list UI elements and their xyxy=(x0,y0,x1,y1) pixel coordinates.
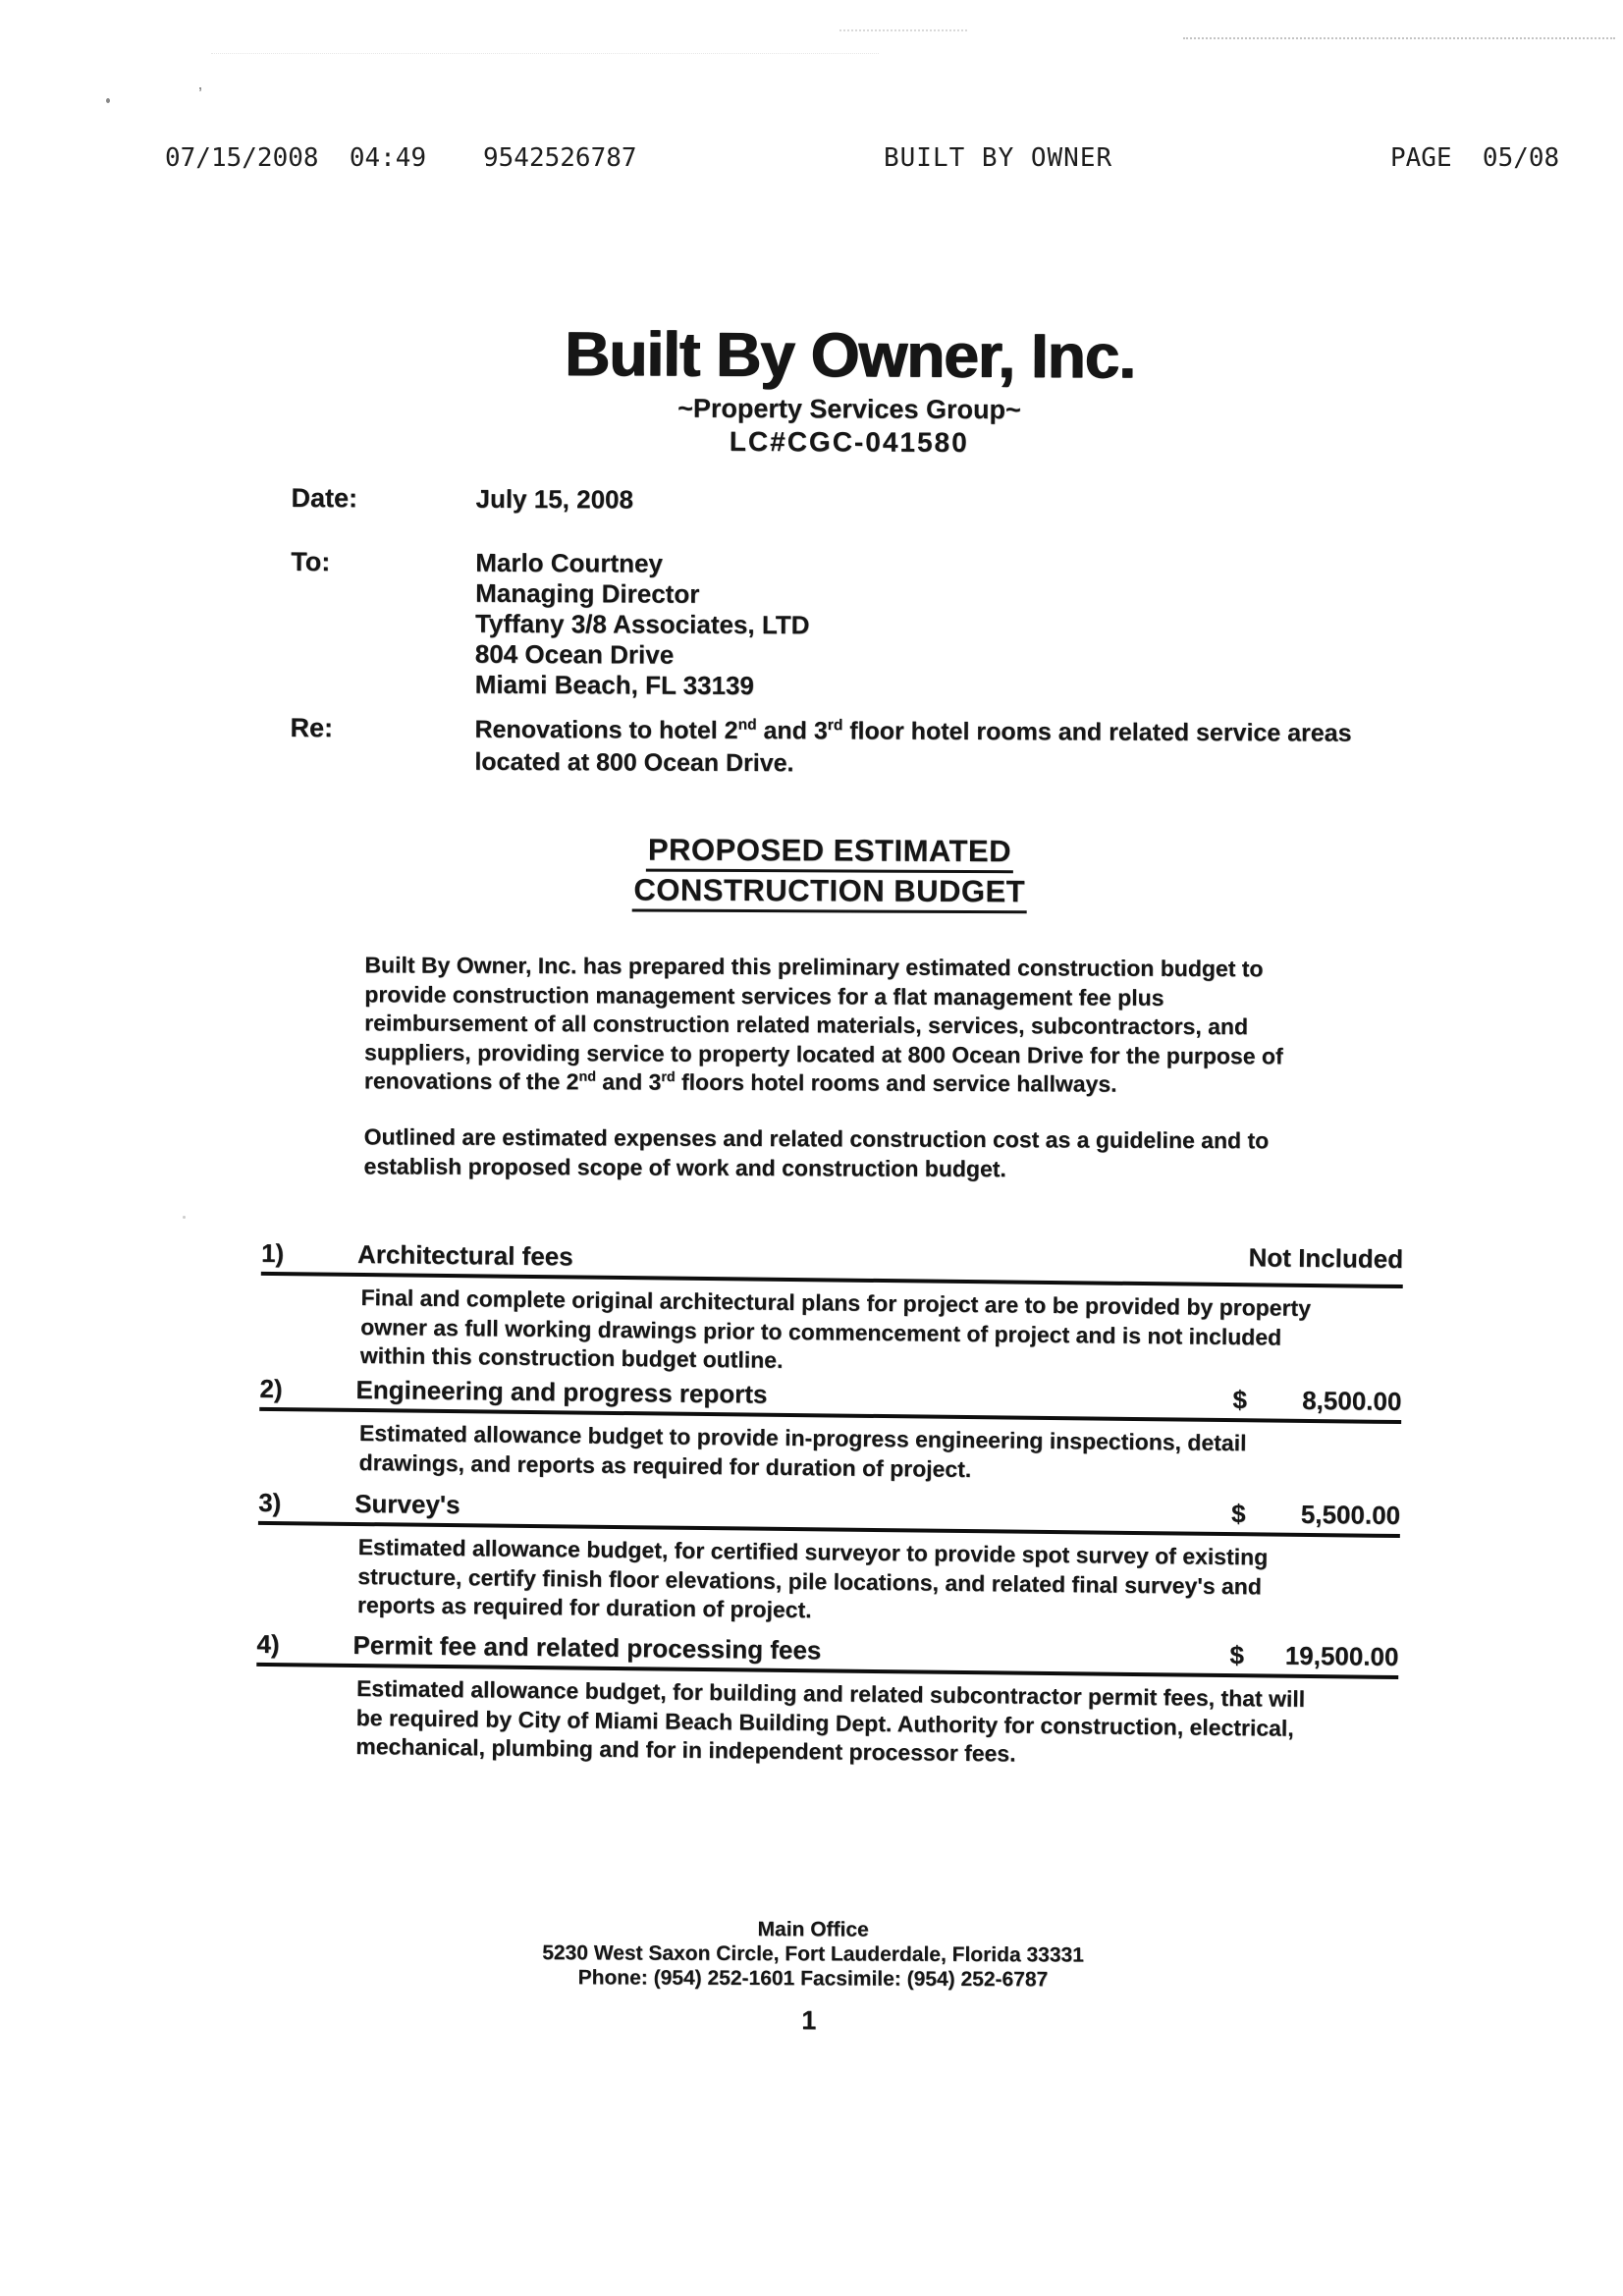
currency-symbol: $ xyxy=(1232,1385,1248,1415)
currency-symbol: $ xyxy=(1229,1640,1245,1670)
recipient-city: Miami Beach, FL 33139 xyxy=(474,669,754,701)
heading-line-2: CONSTRUCTION BUDGET xyxy=(631,872,1027,914)
ordinal-superscript: rd xyxy=(827,717,843,735)
item-description: Estimated allowance budget, for certified surveyor to provide spot survey of existing structure, certify finish floor elevations, pile locations, and related final survey's and reports as required for duration of project. xyxy=(356,1533,1269,1623)
item-title: Permit fee and related processing fees xyxy=(352,1629,822,1666)
company-tagline: ~Property Services Group~ xyxy=(677,393,1021,425)
paragraph-part: and 3 xyxy=(595,1068,662,1095)
item-description: Estimated allowance budget, for building and related subcontractor permit fees, that will be required by City of Miami Beach Building Dept. Authority for construction, electrical, mechanical, plumbing and for in independent processor fees. xyxy=(355,1674,1306,1767)
item-description: Final and complete original architectural plans for project are to be provided by property owner as full working drawings prior to commencement of project and is not included within this construction budget outline. xyxy=(359,1285,1312,1373)
date-label: Date: xyxy=(291,482,358,514)
subject-part: Renovations to hotel 2 xyxy=(474,715,738,744)
company-name: Built By Owner, Inc. xyxy=(564,318,1135,392)
item-amount xyxy=(1229,1640,1398,1672)
scope-paragraph: Outlined are estimated expenses and related construction cost as a guideline and to establish proposed scope of work and construction budget. xyxy=(363,1123,1270,1181)
recipient-title: Managing Director xyxy=(475,577,700,609)
currency-symbol: $ xyxy=(1230,1499,1246,1529)
item-title: Engineering and progress reports xyxy=(355,1374,768,1409)
fax-number: 9542526787 xyxy=(483,143,637,173)
ordinal-superscript: nd xyxy=(578,1068,596,1085)
recipient-company: Tyffany 3/8 Associates, LTD xyxy=(474,608,810,640)
item-number: 1) xyxy=(260,1237,285,1269)
amount-value: Not Included xyxy=(1248,1242,1404,1275)
fax-page-indicator: PAGE 05/08 xyxy=(1390,143,1560,173)
ordinal-superscript: nd xyxy=(737,716,757,734)
item-number: 3) xyxy=(258,1487,282,1518)
date-value: July 15, 2008 xyxy=(475,483,634,515)
subject-part: floor hotel rooms and related service areas located at 800 Ocean Drive. xyxy=(474,717,1352,778)
re-label: Re: xyxy=(290,712,334,743)
heading-line-1: PROPOSED ESTIMATED xyxy=(646,832,1013,874)
budget-item xyxy=(255,1629,1398,1774)
fax-datetime: 07/15/2008 04:49 xyxy=(165,143,427,173)
amount-value: 5,500.00 xyxy=(1300,1499,1401,1531)
item-number: 2) xyxy=(259,1373,283,1404)
budget-item xyxy=(257,1488,1400,1632)
budget-item-header xyxy=(261,1231,1403,1288)
budget-item-header xyxy=(256,1629,1398,1679)
scan-artifact: ’ xyxy=(198,84,202,104)
item-amount xyxy=(1234,1242,1403,1275)
budget-item-header xyxy=(259,1374,1401,1424)
budget-item xyxy=(260,1231,1404,1383)
paragraph-part: floors hotel rooms and service hallways. xyxy=(675,1068,1117,1097)
item-amount xyxy=(1231,1499,1400,1531)
footer-address: 5230 West Saxon Circle, Fort Lauderdale, Florida 33331 xyxy=(542,1941,1084,1967)
fax-sender-name: BUILT BY OWNER xyxy=(884,143,1113,173)
budget-item-header xyxy=(258,1488,1400,1538)
page-number: 1 xyxy=(801,2005,817,2036)
letter-footer xyxy=(0,1914,1623,1995)
to-label: To: xyxy=(291,546,331,577)
ordinal-superscript: rd xyxy=(661,1068,676,1086)
recipient-name: Marlo Courtney xyxy=(475,547,663,578)
footer-phone: Phone: (954) 252-1601 Facsimile: (954) 252-6787 xyxy=(577,1966,1049,1992)
item-amount xyxy=(1232,1385,1401,1417)
item-number: 4) xyxy=(256,1628,280,1660)
item-title: Survey's xyxy=(353,1488,460,1520)
amount-value: 8,500.00 xyxy=(1302,1385,1402,1417)
license-number: LC#CGC-041580 xyxy=(729,425,969,458)
item-description: Estimated allowance budget to provide in-progress engineering inspections, detail drawings, and reports as required for duration of project. xyxy=(358,1420,1247,1482)
amount-value: 19,500.00 xyxy=(1284,1640,1399,1672)
item-title: Architectural fees xyxy=(356,1238,573,1272)
recipient-street: 804 Ocean Drive xyxy=(474,638,675,670)
subject-part: and 3 xyxy=(756,717,828,745)
budget-item xyxy=(258,1374,1401,1489)
paragraph-part: Built By Owner, Inc. has prepared this preliminary estimated construction budget to provide construction management services for a flat management fee plus reimbursement of all construction related materials, services, subcontractors, and suppliers, providing service to property located at 800 Ocean Drive for the purpose of renovations of the 2 xyxy=(363,952,1283,1095)
footer-office: Main Office xyxy=(757,1918,869,1941)
